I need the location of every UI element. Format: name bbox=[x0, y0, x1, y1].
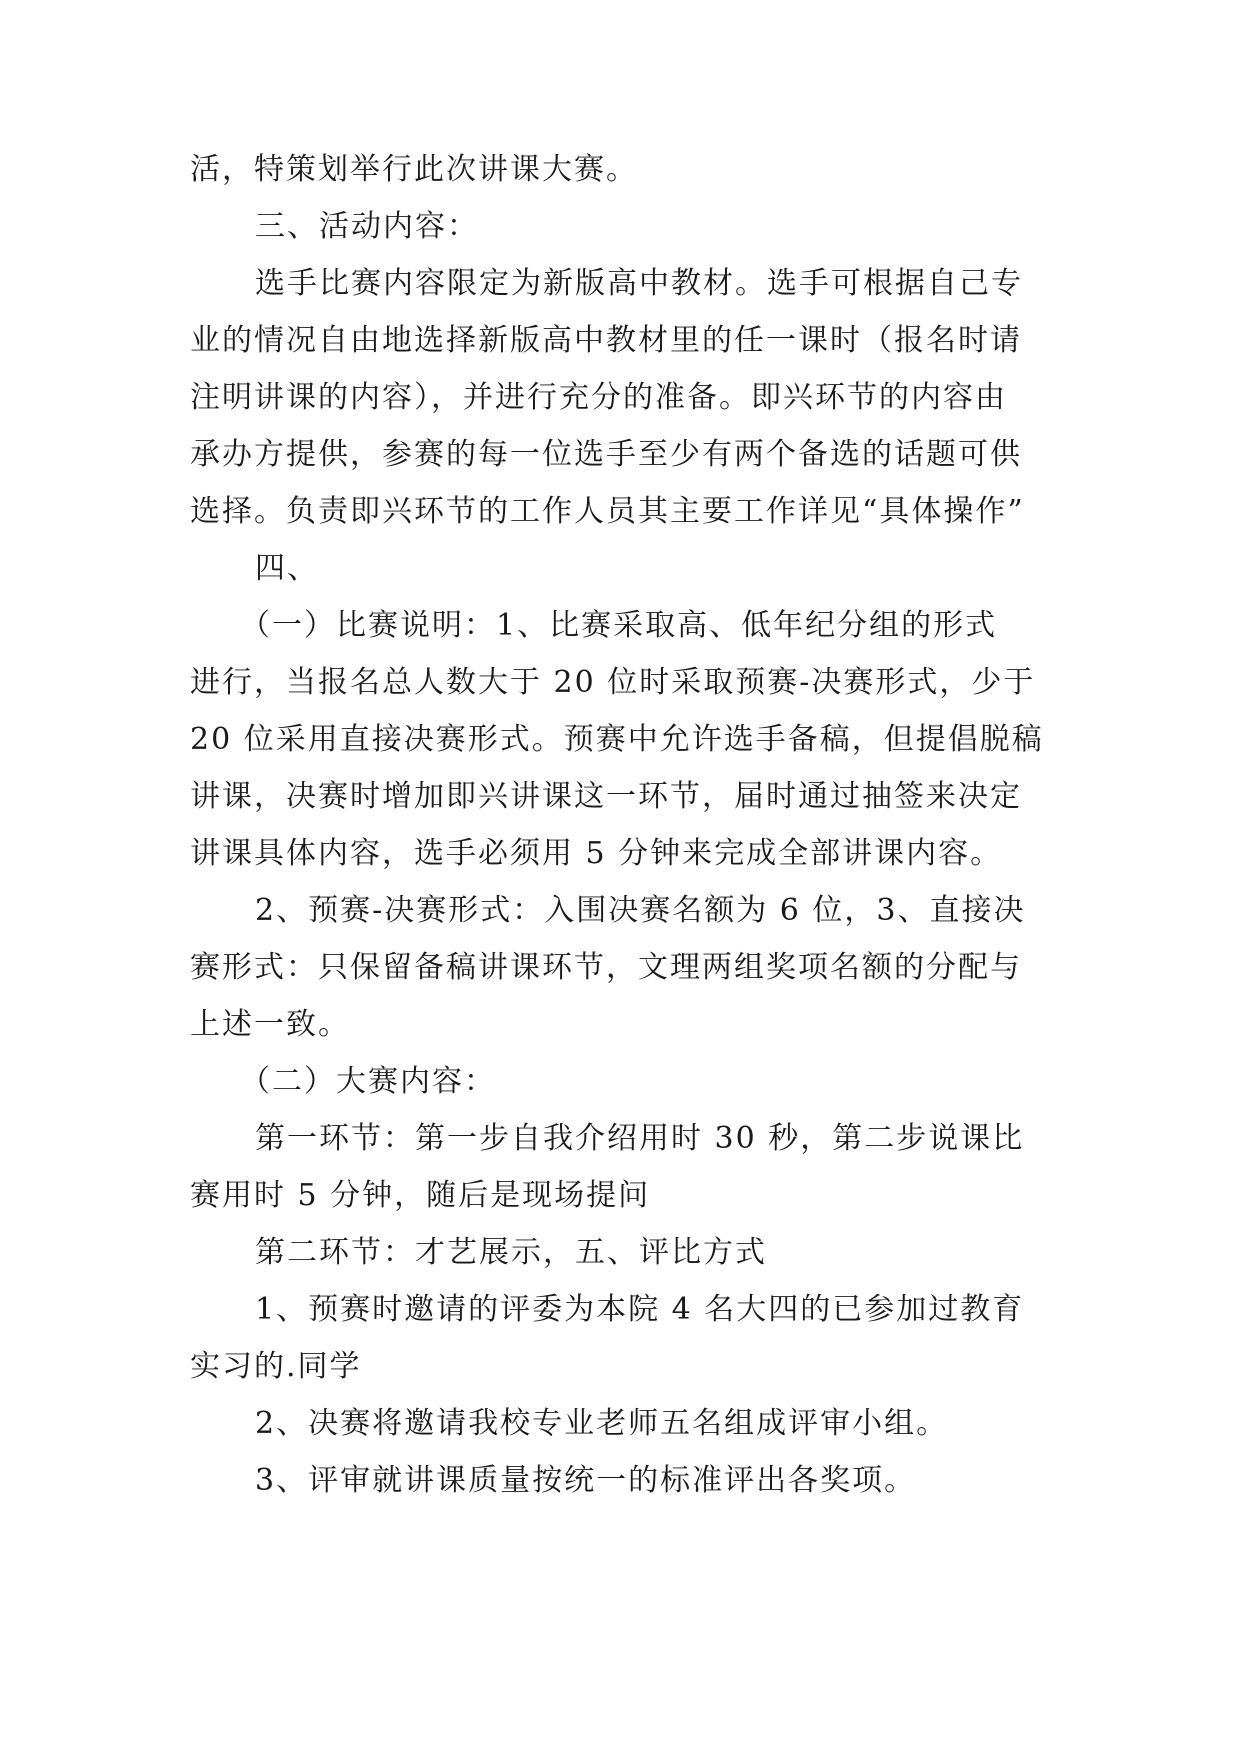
paragraph-line-10: 进行，当报名总人数大于 20 位时采取预赛-决赛形式，少于 bbox=[190, 665, 1036, 700]
paragraph-line-11: 20 位采用直接决赛形式。预赛中允许选手备稿，但提倡脱稿 bbox=[190, 722, 1044, 757]
paragraph-line-20: 第二环节：才艺展示，五、评比方式 bbox=[255, 1235, 767, 1270]
paragraph-line-12: 讲课，决赛时增加即兴讲课这一环节，届时通过抽签来决定 bbox=[190, 779, 1022, 814]
subsection-contest-content: （二）大赛内容： bbox=[240, 1064, 496, 1099]
paragraph-line-21: 1、预赛时邀请的评委为本院 4 名大四的已参加过教育 bbox=[255, 1292, 1025, 1327]
paragraph-line-4: 业的情况自由地选择新版高中教材里的任一课时（报名时请 bbox=[190, 323, 1022, 358]
paragraph-line-14: 2、预赛-决赛形式：入围决赛名额为 6 位，3、直接决 bbox=[255, 893, 1026, 928]
paragraph-line-5: 注明讲课的内容），并进行充分的准备。即兴环节的内容由 bbox=[190, 380, 1007, 415]
paragraph-line-1: 活，特策划举行此次讲课大赛。 bbox=[190, 152, 638, 187]
paragraph-line-13: 讲课具体内容，选手必须用 5 分钟来完成全部讲课内容。 bbox=[190, 836, 1003, 871]
paragraph-line-15: 赛形式：只保留备稿讲课环节，文理两组奖项名额的分配与 bbox=[190, 950, 1022, 985]
paragraph-line-19: 赛用时 5 分钟，随后是现场提问 bbox=[190, 1178, 651, 1213]
paragraph-line-6: 承办方提供，参赛的每一位选手至少有两个备选的话题可供 bbox=[190, 437, 1022, 472]
paragraph-line-7: 选择。负责即兴环节的工作人员其主要工作详见“具体操作” bbox=[190, 494, 1025, 529]
paragraph-line-18: 第一环节：第一步自我介绍用时 30 秒，第二步说课比 bbox=[255, 1121, 1025, 1156]
paragraph-line-22: 实习的.同学 bbox=[190, 1349, 362, 1384]
paragraph-line-23: 2、决赛将邀请我校专业老师五名组成评审小组。 bbox=[255, 1406, 949, 1441]
section-heading-activity-content: 三、活动内容： bbox=[255, 209, 479, 244]
paragraph-line-16: 上述一致。 bbox=[190, 1007, 350, 1042]
section-heading-four: 四、 bbox=[255, 551, 319, 586]
paragraph-line-24: 3、评审就讲课质量按统一的标准评出各奖项。 bbox=[255, 1463, 917, 1498]
subsection-competition-notes: （一）比赛说明：1、比赛采取高、低年纪分组的形式 bbox=[240, 608, 998, 643]
paragraph-line-3: 选手比赛内容限定为新版高中教材。选手可根据自己专 bbox=[255, 266, 1023, 301]
